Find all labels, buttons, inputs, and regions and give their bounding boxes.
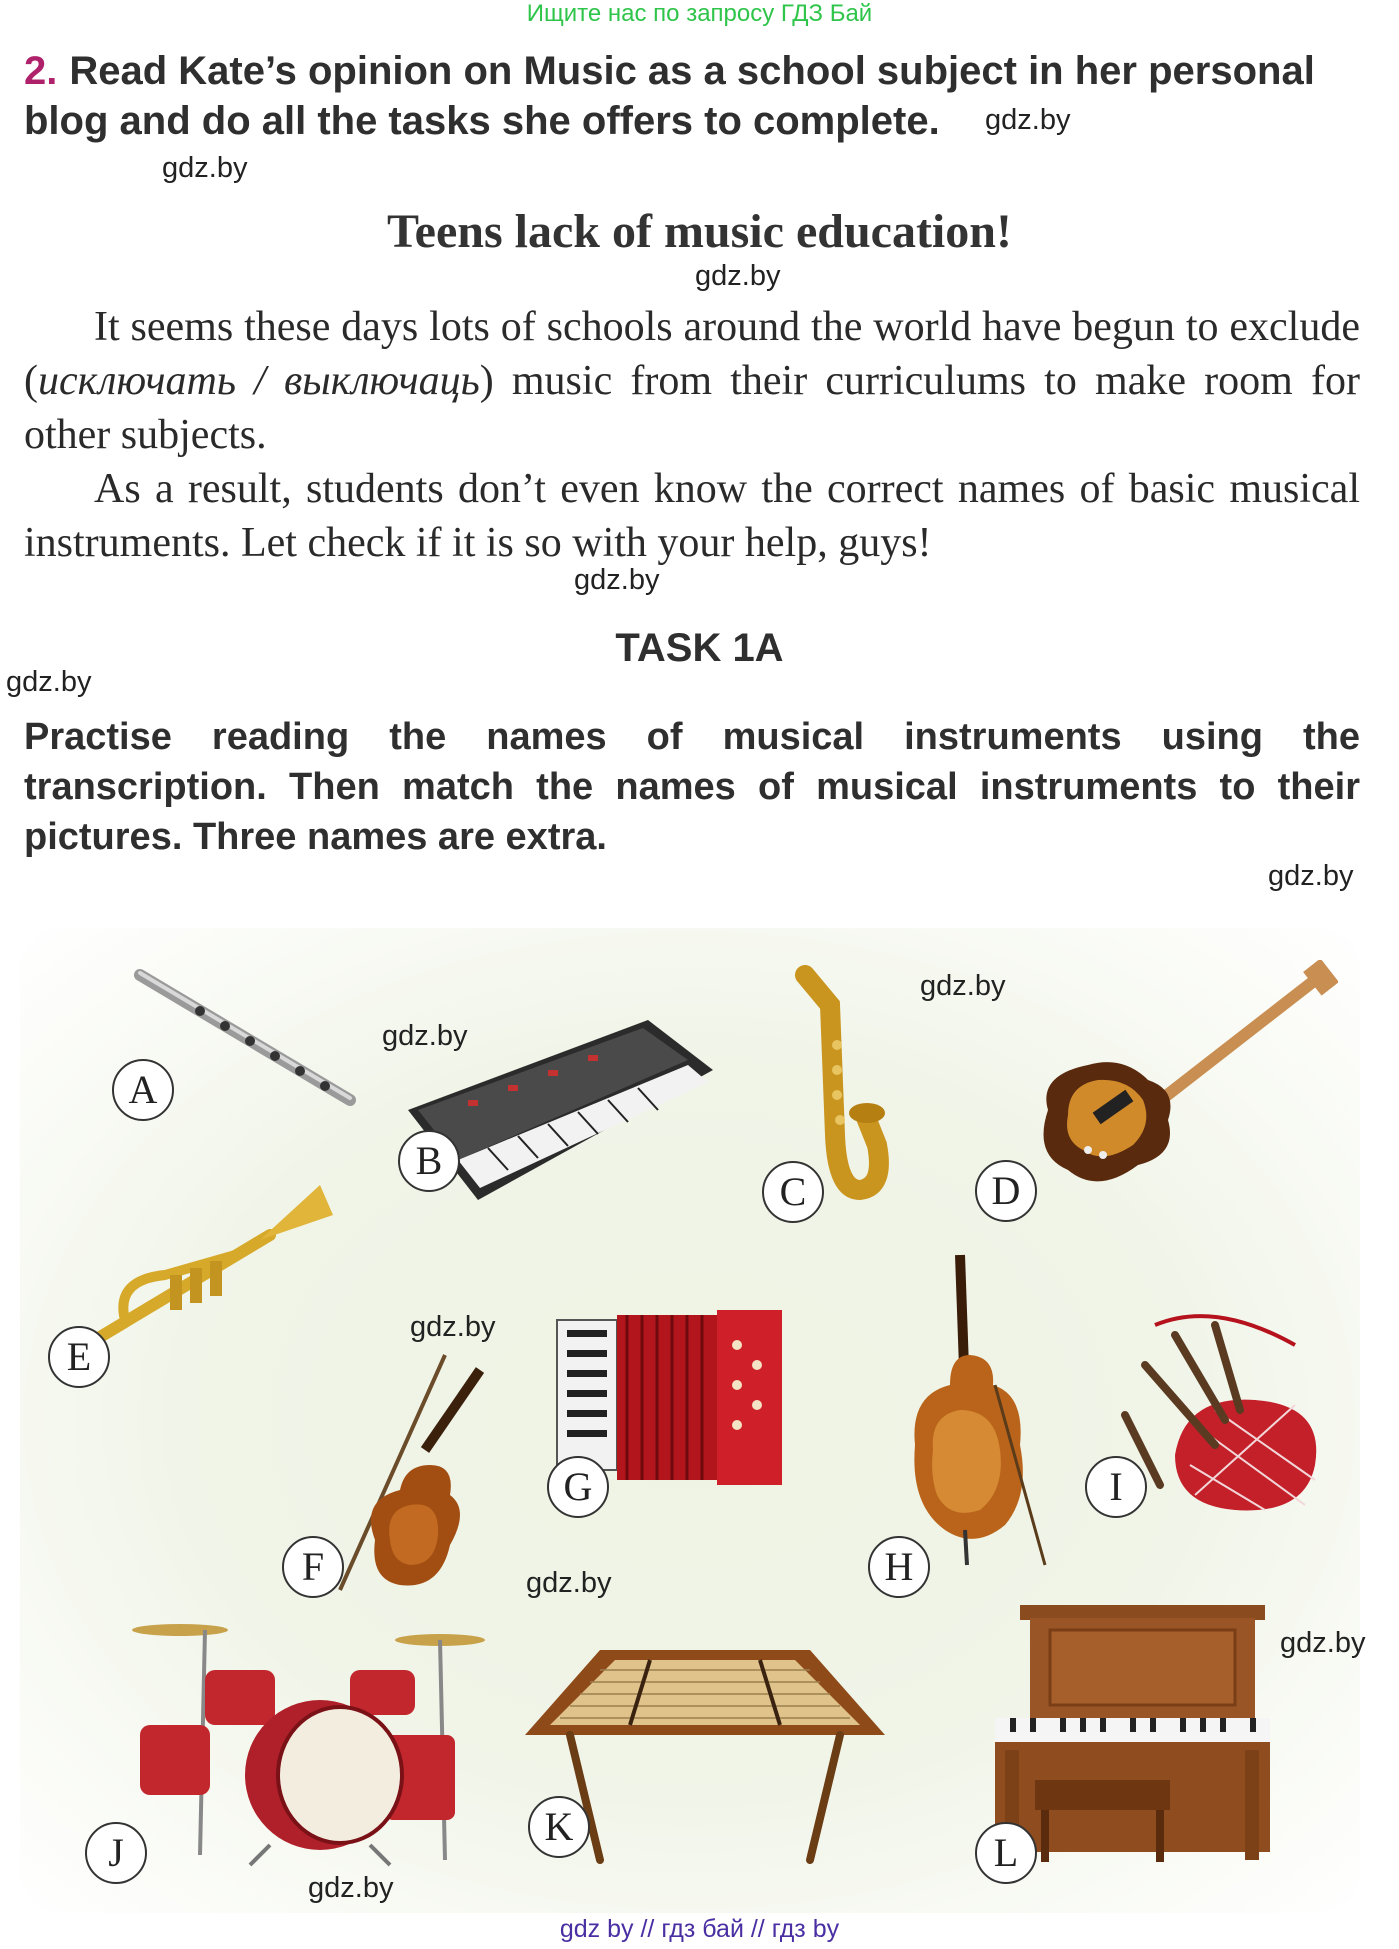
picture-label: H	[868, 1536, 930, 1598]
watermark: gdz.by	[1268, 860, 1354, 892]
blog-title: Teens lack of music education!	[387, 205, 1012, 258]
watermark: gdz.by	[162, 152, 248, 184]
bagpipes-icon	[1115, 1305, 1330, 1515]
drum-kit-icon	[110, 1615, 490, 1870]
picture-label: L	[975, 1822, 1037, 1884]
bass-guitar-icon	[1028, 960, 1338, 1205]
violin-icon	[330, 1350, 490, 1600]
watermark: gdz.by	[1280, 1627, 1366, 1659]
picture-label: K	[528, 1796, 590, 1858]
picture-label: A	[112, 1059, 174, 1121]
task1a-instruction: Practise reading the names of musical instruments using the transcription. Then match the names of musical instruments to their pictures. Three names are extra.	[24, 716, 1360, 858]
watermark: gdz.by	[985, 104, 1071, 136]
picture-label: C	[762, 1161, 824, 1223]
picture-label: B	[398, 1130, 460, 1192]
task-number: 2.	[24, 49, 58, 93]
footer-links[interactable]: gdz by // гдз бай // гдз by	[559, 1915, 840, 1943]
task1a-title: TASK 1A	[615, 626, 784, 670]
watermark: gdz.by	[382, 1020, 468, 1052]
watermark: gdz.by	[308, 1872, 394, 1904]
picture-label: F	[282, 1536, 344, 1598]
picture-label: G	[547, 1456, 609, 1518]
watermark: gdz.by	[695, 260, 781, 292]
picture-label: J	[85, 1822, 147, 1884]
watermark: gdz.by	[574, 564, 660, 596]
picture-label: D	[975, 1160, 1037, 1222]
picture-label: I	[1085, 1456, 1147, 1518]
blog-body	[24, 300, 1360, 570]
blog-paragraph-2: As a result, students don’t even know the correct names of basic musical instruments. Let check if it is so with your help, guys!	[24, 466, 1360, 566]
piano-icon	[990, 1600, 1275, 1870]
trumpet-icon	[85, 1180, 335, 1360]
picture-label: E	[48, 1326, 110, 1388]
watermark: gdz.by	[6, 666, 92, 698]
task-text: Read Kate’s opinion on Music as a school subject in her personal blog and do all the tasks she offers to complete.	[24, 49, 1315, 143]
blog-paragraph-1: It seems these days lots of schools around the world have begun to exclude (исключать / выключаць) music from their curriculums to make room for other subjects.	[24, 304, 1360, 458]
top-banner[interactable]: Ищите нас по запросу ГДЗ Бай	[526, 0, 873, 27]
watermark: gdz.by	[410, 1311, 496, 1343]
cello-icon	[905, 1245, 1055, 1575]
watermark: gdz.by	[526, 1567, 612, 1599]
watermark: gdz.by	[920, 970, 1006, 1002]
task-heading	[24, 46, 1364, 146]
translation-hint: исключать / выключаць	[38, 358, 480, 404]
